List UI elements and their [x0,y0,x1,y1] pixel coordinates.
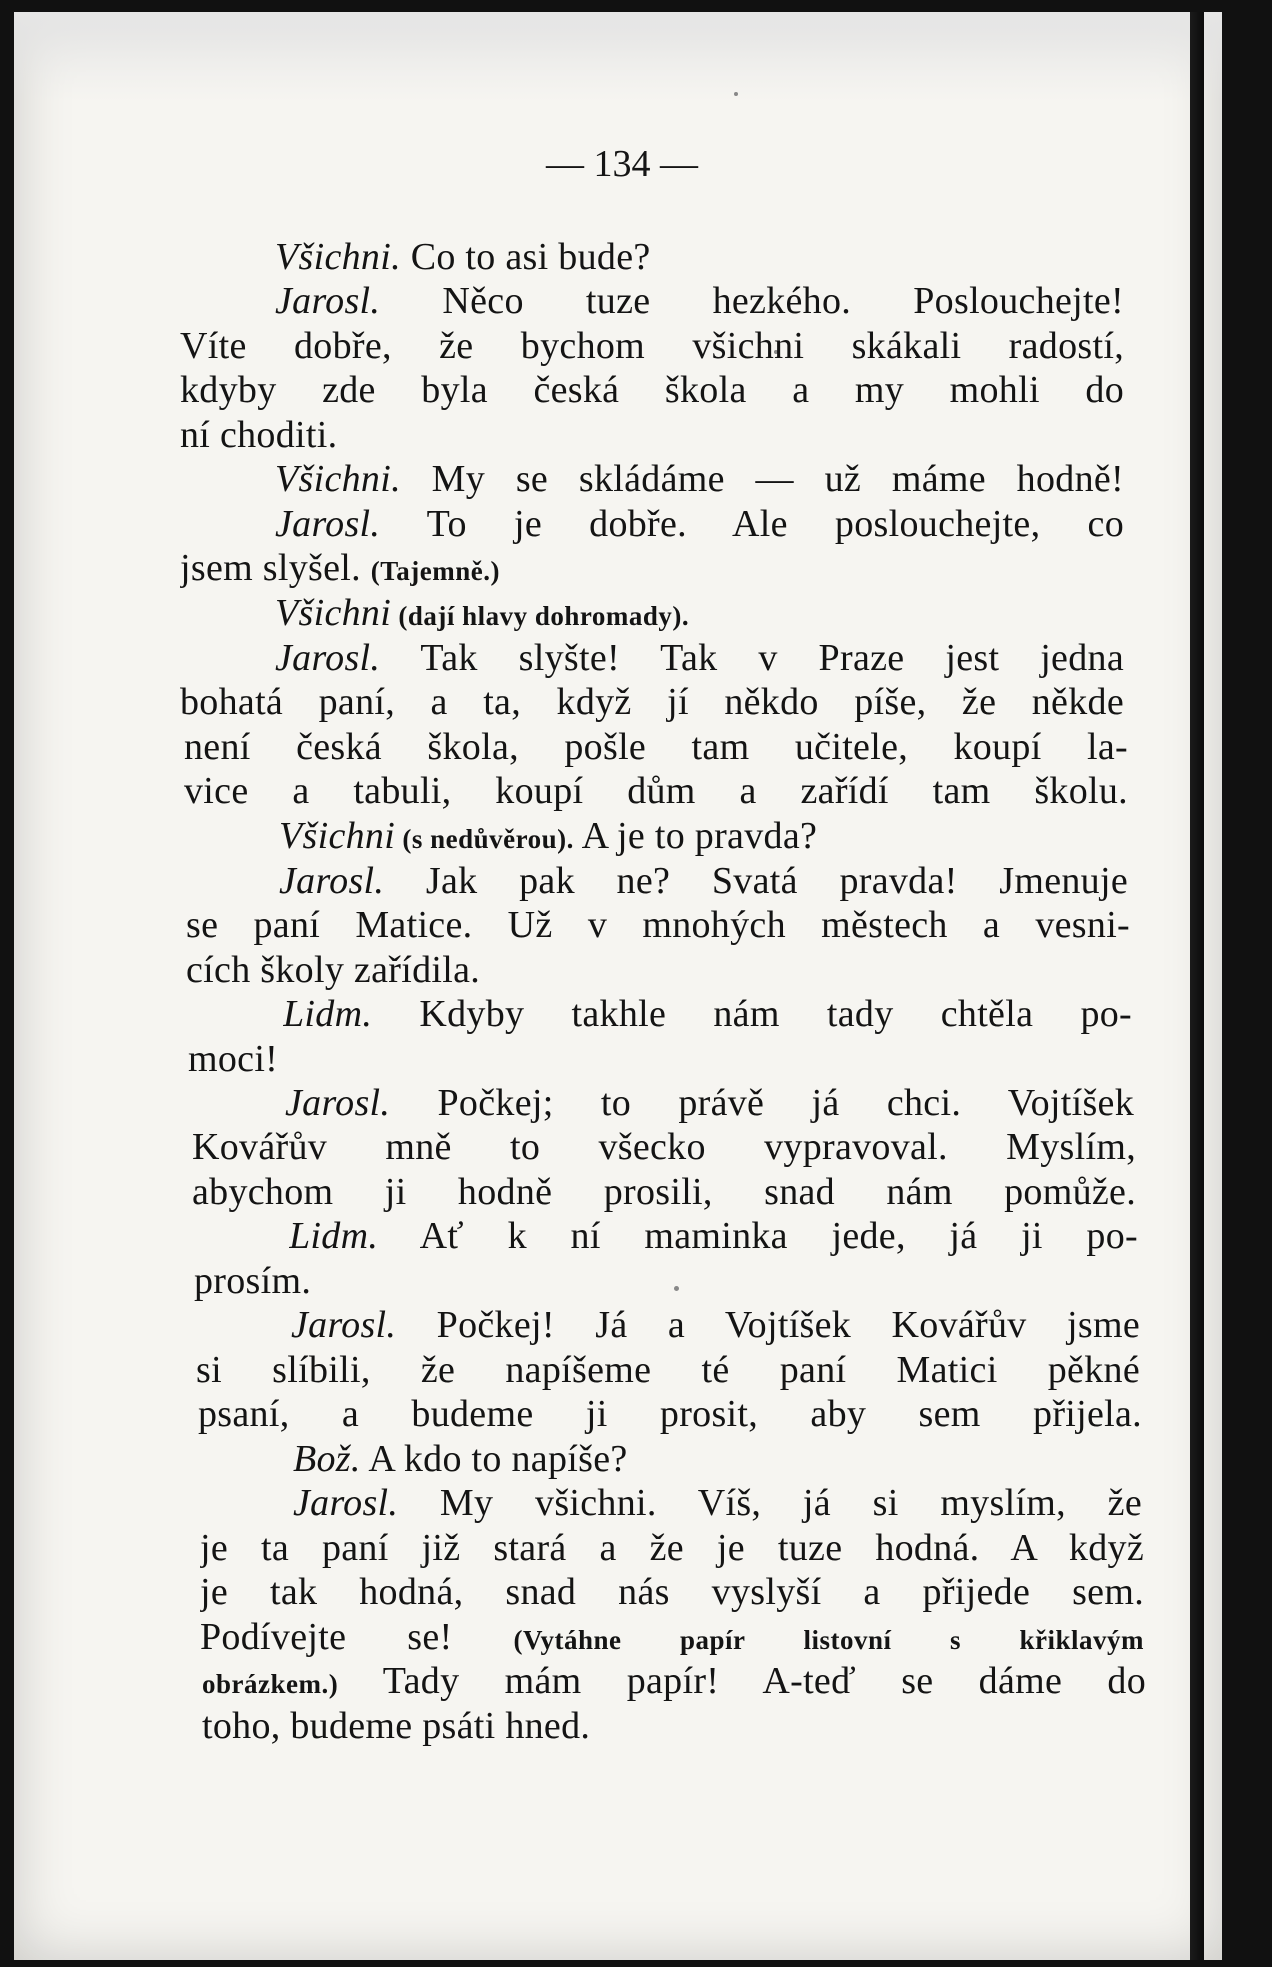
stage-direction: obrázkem.) [202,1669,339,1699]
dialogue-text: se paní Matice. Už v mnohých městech a vesni- [186,904,1130,946]
speaker-name: Všichni [275,592,392,634]
text-line [293,1481,1142,1525]
text-line [279,859,1128,903]
dialogue-text: ní choditi. [180,414,338,456]
speaker-name: Jarosl. [291,1304,397,1346]
dialogue-text: To je dobře. Ale poslouchejte, co [380,503,1124,545]
dialogue-text: A je to pravda? [573,815,818,857]
speaker-name: Jarosl. [275,280,381,322]
stage-direction: (dají hlavy dohromady). [391,601,690,631]
text-line [188,1037,1132,1081]
dialogue-text: moci! [188,1038,279,1080]
text-line [180,680,1124,724]
text-line [186,903,1130,947]
text-line [275,502,1124,546]
speaker-name: Jarosl. [285,1082,391,1124]
dialogue-text: Kdyby takhle nám tady chtěla po- [372,993,1132,1035]
dialogue-text: Ať k ní maminka jede, já ji po- [378,1215,1138,1257]
text-line [198,1392,1142,1436]
text-line [200,1570,1144,1614]
text-line [293,1437,1142,1481]
dialogue-text: Něco tuze hezkého. Poslouchejte! [380,280,1124,322]
dialogue-text: My se skládáme — už máme hodně! [400,458,1124,500]
dialogue-text: jsem slyšel. [180,547,371,589]
dialogue-text: Co to asi bude? [400,236,651,278]
text-line [202,1659,1146,1706]
speaker-name: Jarosl. [275,503,381,545]
text-line [283,992,1132,1036]
text-line [200,1526,1144,1570]
paper-speck [734,92,738,96]
dialogue-text: není česká škola, pošle tam učitele, koupí la- [184,726,1128,768]
page-number: — 134 — [546,143,698,185]
dialogue-text: Tak slyšte! Tak v Praze jest jedna [380,637,1124,679]
dialogue-text: kdyby zde byla česká škola a my mohli do [180,369,1124,411]
speaker-name: Lidm. [283,993,373,1035]
text-line [275,636,1124,680]
speaker-name: Lidm. [289,1215,379,1257]
dialogue-text: Podívejte se! [200,1616,514,1658]
dialogue-text: A kdo to napíše? [360,1438,628,1480]
dialogue-text: je tak hodná, snad nás vyslyší a přijede sem. [200,1571,1144,1613]
dialogue-text: Kovářův mně to všecko vypravoval. Myslím, [192,1126,1136,1168]
text-line [184,769,1128,813]
text-line [184,725,1128,769]
speaker-name: Jarosl. [275,637,381,679]
text-line [275,591,1124,638]
text-line [194,1259,1138,1303]
text-line [180,324,1124,368]
dialogue-text: My všichni. Víš, já si myslím, že [398,1482,1142,1524]
stage-direction: (Tajemně.) [370,556,500,586]
dialogue-text: vice a tabuli, koupí dům a zařídí tam školu. [184,770,1128,812]
text-line [186,948,1130,992]
text-line [180,368,1124,412]
text-line [180,413,1124,457]
text-line [192,1170,1136,1214]
dialogue-text: toho, budeme psáti hned. [202,1705,591,1747]
dialogue-text: bohatá paní, a ta, když jí někdo píše, že někde [180,681,1124,723]
dialogue-text: abychom ji hodně prosili, snad nám pomůže. [192,1171,1136,1213]
dialogue-text: Počkej! Já a Vojtíšek Kovářův jsme [396,1304,1140,1346]
stage-direction: (s nedůvěrou). [395,824,574,854]
text-line [196,1348,1140,1392]
speaker-name: Všichni [279,815,396,857]
dialogue-text: prosím. [194,1260,312,1302]
text-line [275,279,1124,323]
text-line [279,814,1128,861]
stage-direction: (Vytáhne papír listovní s křiklavým [513,1625,1144,1655]
page-gutter-shadow [1190,12,1204,1960]
text-line [289,1214,1138,1258]
text-line [285,1081,1134,1125]
text-line [202,1704,1146,1748]
text-line [192,1125,1136,1169]
dialogue-text: si slíbili, že napíšeme té paní Matici pěkné [196,1349,1140,1391]
dialogue-text: cích školy zařídila. [186,949,481,991]
speaker-name: Jarosl. [279,860,385,902]
speaker-name: Jarosl. [293,1482,399,1524]
speaker-name: Všichni. [275,458,401,500]
text-line [291,1303,1140,1347]
dialogue-text: je ta paní již stará a že je tuze hodná. A když [200,1527,1144,1569]
speaker-name: Všichni. [275,236,401,278]
text-line [200,1615,1144,1662]
dialogue-text: Jak pak ne? Svatá pravda! Jmenuje [384,860,1128,902]
dialogue-text: psaní, a budeme ji prosit, aby sem přijela. [198,1393,1142,1435]
speaker-name: Bož. [293,1438,361,1480]
dialogue-text: Tady mám papír! A-teď se dáme do [338,1660,1146,1702]
text-line [180,546,1124,593]
dialogue-text: Počkej; to právě já chci. Vojtíšek [390,1082,1134,1124]
dialogue-text: Víte dobře, že bychom všichni skákali radostí, [180,325,1124,367]
text-line [275,457,1124,501]
text-line [275,235,1124,279]
